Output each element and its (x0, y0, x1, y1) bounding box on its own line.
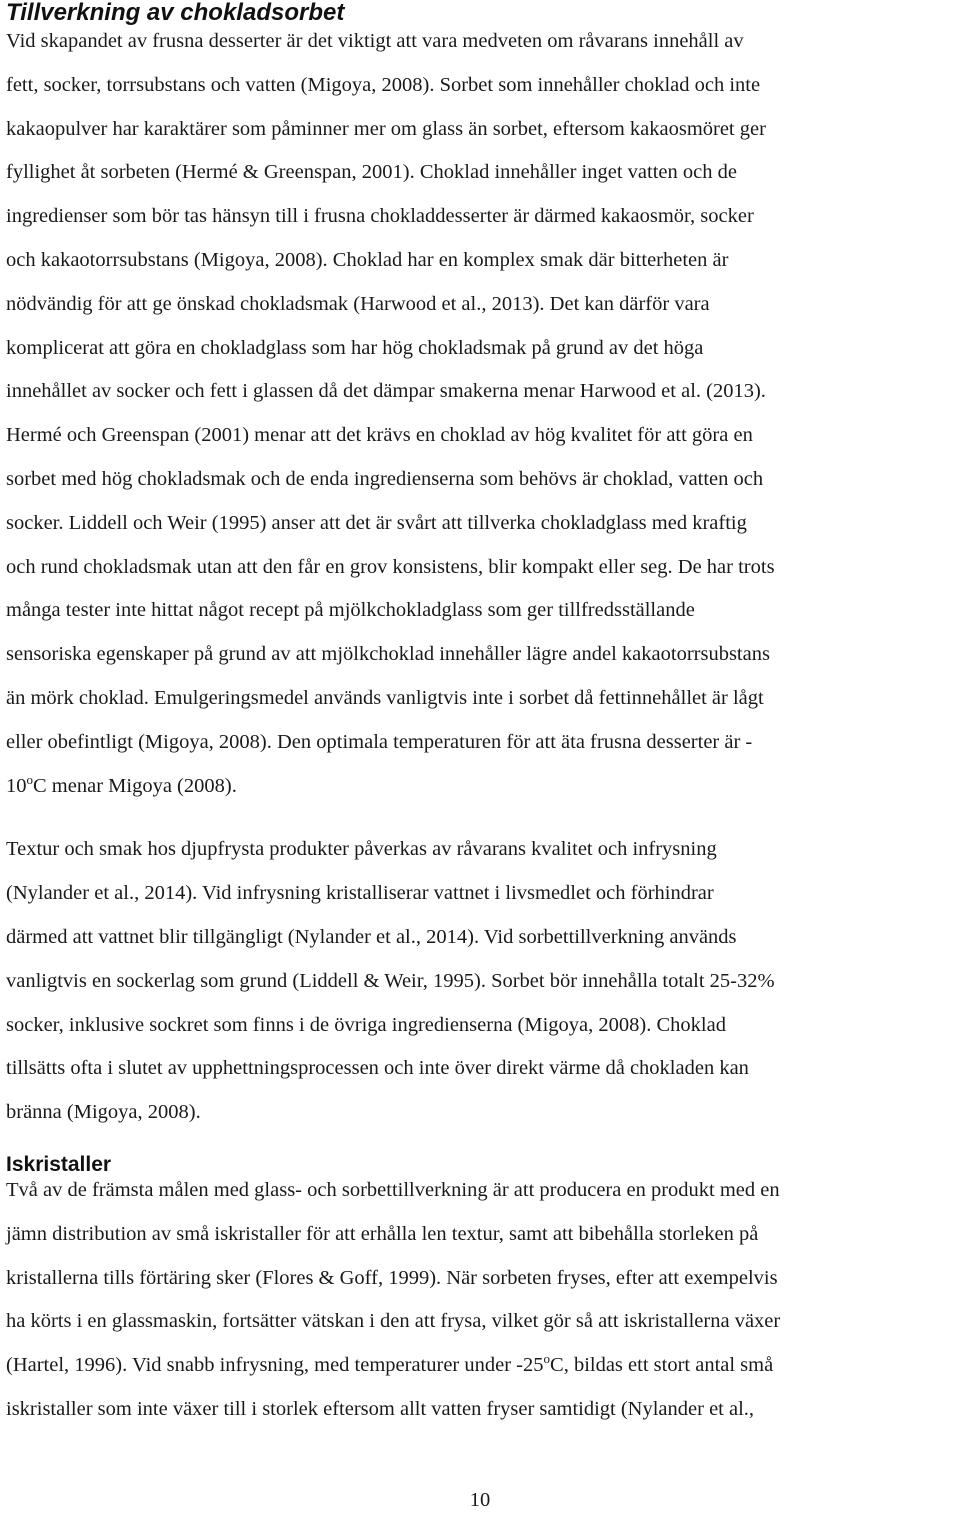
text-line: fyllighet åt sorbeten (Hermé & Greenspan, 2001). Choklad innehåller inget vatten och de (6, 161, 737, 184)
degree-superscript: o (543, 1351, 551, 1367)
paragraph-iskristaller-1 (6, 1169, 952, 1432)
text-line: vanligtvis en sockerlag som grund (Liddell & Weir, 1995). Sorbet bör innehålla totalt 25-32% (6, 969, 775, 992)
text-line: jämn distribution av små iskristaller för att erhålla len textur, samt att bibehålla storleken på (6, 1222, 759, 1245)
text-line: och rund chokladsmak utan att den får en grov konsistens, blir kompakt eller seg. De har trots (6, 555, 775, 578)
page-number: 10 (469, 1489, 491, 1511)
text-line: nödvändig för att ge önskad chokladsmak (Harwood et al., 2013). Det kan därför vara (6, 292, 710, 315)
text-fragment: C, bildas ett stort antal små (550, 1354, 774, 1377)
text-fragment: (Hartel, 1996). Vid snabb infrysning, med temperaturer under -25 (6, 1354, 544, 1377)
text-line: och kakaotorrsubstans (Migoya, 2008). Choklad har en komplex smak där bitterheten är (6, 248, 729, 271)
text-line: ingredienser som bör tas hänsyn till i frusna chokladdesserter är därmed kakaosmör, socker (6, 205, 754, 228)
degree-superscript: o (26, 771, 33, 787)
paragraph-chokladsorbet-2 (6, 828, 952, 1135)
text-line: Vid skapandet av frusna desserter är det viktigt att vara medveten om råvarans innehåll av (6, 30, 744, 52)
text-line-temperature (6, 1344, 952, 1388)
paragraph-chokladsorbet-1 (6, 20, 952, 808)
section-title-tillverkning: Tillverkning av chokladsorbet (6, 0, 345, 26)
text-line: sorbet med hög chokladsmak och de enda ingredienserna som behövs är choklad, vatten och (6, 467, 764, 490)
text-line: därmed att vattnet blir tillgängligt (Nylander et al., 2014). Vid sorbettillverkning används (6, 925, 737, 948)
text-line: Två av de främsta målen med glass- och sorbettillverkning är att producera en produkt med en (6, 1178, 780, 1201)
text-line: (Nylander et al., 2014). Vid infrysning kristalliserar vattnet i livsmedlet och förhindrar (6, 882, 714, 905)
text-line-temperature (6, 765, 952, 809)
text-fragment: C menar Migoya (2008). (33, 774, 237, 797)
text-line: sensoriska egenskaper på grund av att mjölkchoklad innehåller lägre andel kakaotorrsubstans (6, 643, 770, 666)
text-line: innehållet av socker och fett i glassen då det dämpar smakerna menar Harwood et al. (2013). (6, 380, 766, 403)
section-title-iskristaller: Iskristaller (6, 1152, 112, 1176)
text-line: Textur och smak hos djupfrysta produkter påverkas av råvarans kvalitet och infrysning (6, 838, 717, 861)
text-line: bränna (Migoya, 2008). (6, 1101, 201, 1124)
text-fragment: 10 (6, 774, 27, 797)
text-line: eller obefintligt (Migoya, 2008). Den optimala temperaturen för att äta frusna desserter är - (6, 730, 753, 753)
text-line: ha körts i en glassmaskin, fortsätter vätskan i den att frysa, vilket gör så att iskristallerna växer (6, 1310, 781, 1333)
text-line: komplicerat att göra en chokladglass som har hög chokladsmak på grund av det höga (6, 336, 704, 359)
text-line: än mörk choklad. Emulgeringsmedel används vanligtvis inte i sorbet då fettinnehållet är lågt (6, 686, 764, 709)
document-page (6, 0, 952, 1432)
text-line: tillsätts ofta i slutet av upphettningsprocessen och inte över direkt värme då chokladen kan (6, 1057, 749, 1080)
text-line: socker. Liddell och Weir (1995) anser att det är svårt att tillverka chokladglass med kraftig (6, 511, 747, 534)
text-line: många tester inte hittat något recept på mjölkchokladglass som ger tillfredsställande (6, 599, 695, 622)
text-line: socker, inklusive sockret som finns i de övriga ingredienserna (Migoya, 2008). Choklad (6, 1013, 726, 1036)
text-line: iskristaller som inte växer till i storlek eftersom allt vatten fryser samtidigt (Nylander et al., (6, 1397, 755, 1420)
text-line: fett, socker, torrsubstans och vatten (Migoya, 2008). Sorbet som innehåller choklad och inte (6, 73, 761, 96)
text-line: Hermé och Greenspan (2001) menar att det krävs en choklad av hög kvalitet för att göra en (6, 424, 753, 447)
text-line: kakaopulver har karaktärer som påminner mer om glass än sorbet, eftersom kakaosmöret ger (6, 117, 766, 140)
text-line: kristallerna tills förtäring sker (Flores & Goff, 1999). När sorbeten fryses, efter att exempelvis (6, 1266, 778, 1289)
